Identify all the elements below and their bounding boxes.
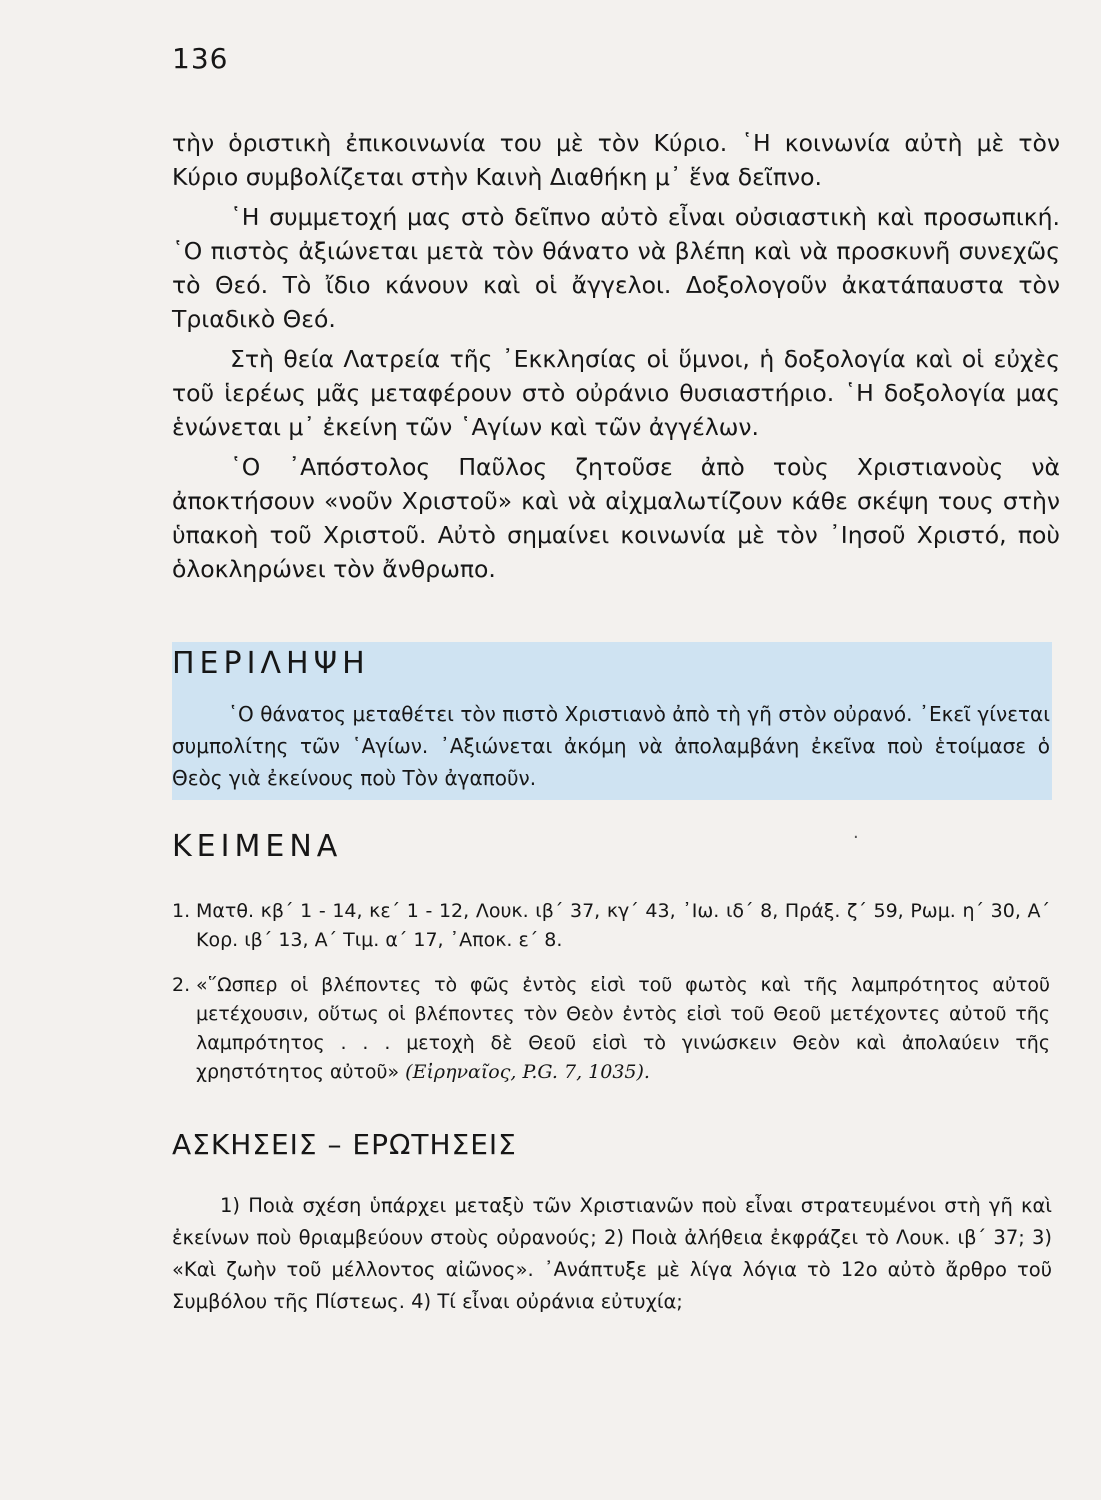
body-paragraph: ῾Ο ᾽Απόστολος Παῦλος ζητοῦσε ἀπὸ τοὺς Χριστιανοὺς νὰ ἀποκτήσουν «νοῦν Χριστοῦ» καὶ νὰ αἰχμαλωτίζουν κάθε σκέψη τους στὴν ὑπακοὴ τοῦ Χριστοῦ. Αὐτὸ σημαίνει κοινωνία μὲ τὸν ᾽Ιησοῦ Χριστό, ποὺ ὁλοκληρώνει τὸν ἄνθρωπο. [172,453,1060,583]
exercises-block [172,1190,1052,1318]
summary-heading: ΠΕΡΙΛΗΨΗ [172,646,370,681]
list-item-text [196,971,1050,1087]
summary-text-block [172,698,1050,794]
texts-list [172,897,1050,1103]
list-item [172,971,1050,1087]
main-text [172,126,1060,592]
page-number: 136 [172,42,229,75]
list-item-number: 2. [172,974,191,996]
stray-mark: · [853,827,859,848]
list-item-number: 1. [172,900,191,922]
body-paragraph: ῾Η συμμετοχή μας στὸ δεῖπνο αὐτὸ εἶναι οὐσιαστικὴ καὶ προσωπική. ῾Ο πιστὸς ἀξιώνεται μετὰ τὸν θάνατο νὰ βλέπη καὶ νὰ προσκυνῆ συνεχῶς τὸ Θεό. Τὸ ἴδιο κάνουν καὶ οἱ ἄγγελοι. Δοξολογοῦν ἀκατάπαυστα τὸν Τριαδικὸ Θεό. [172,203,1060,333]
quotation-source: (Εἰρηναῖος, P.G. 7, 1035). [405,1061,650,1083]
list-item-text [196,897,1050,955]
exercises-heading: ΑΣΚΗΣΕΙΣ – ΕΡΩΤΗΣΕΙΣ [172,1128,517,1161]
exercises-paragraph: 1) Ποιὰ σχέση ὑπάρχει μεταξὺ τῶν Χριστιανῶν ποὺ εἶναι στρατευμένοι στὴ γῆ καὶ ἐκείνων ποὺ θριαμβεύουν στοὺς οὐρανούς; 2) Ποιὰ ἀλήθεια ἐκφράζει τὸ Λουκ. ιβ΄ 37; 3) «Καὶ ζωὴν τοῦ μέλλοντος αἰῶνος». ᾽Ανάπτυξε μὲ λίγα λόγια τὸ 12ο αὐτὸ ἄρθρο τοῦ Συμβόλου τῆς Πίστεως. 4) Τί εἶναι οὐράνια εὐτυχία; [172,1194,1052,1313]
summary-paragraph: ῾Ο θάνατος μεταθέτει τὸν πιστὸ Χριστιανὸ ἀπὸ τὴ γῆ στὸν οὐρανό. ᾽Εκεῖ γίνεται συμπολίτης τῶν ῾Αγίων. ᾽Αξιώνεται ἀκόμη νὰ ἀπολαμβάνη ἐκεῖνα ποὺ ἑτοίμασε ὁ Θεὸς γιὰ ἐκείνους ποὺ Τὸν ἀγαποῦν. [172,702,1050,790]
body-paragraph: Στὴ θεία Λατρεία τῆς ᾽Εκκλησίας οἱ ὕμνοι, ἡ δοξολογία καὶ οἱ εὐχὲς τοῦ ἱερέως μᾶς μεταφέρουν στὸ οὐράνιο θυσιαστήριο. ῾Η δοξολογία μας ἑνώνεται μ᾽ ἐκείνη τῶν ῾Αγίων καὶ τῶν ἀγγέλων. [172,345,1060,441]
quotation: «῞Ωσπερ οἱ βλέποντες τὸ φῶς ἐντὸς εἰσὶ τοῦ φωτὸς καὶ τῆς λαμπρότητος αὐτοῦ μετέχουσιν, οὕτως οἱ βλέποντες τὸν Θεὸν ἐντὸς εἰσὶ τοῦ Θεοῦ μετέχοντες αὐτοῦ τῆς λαμπρότητος . . . μετοχὴ δὲ Θεοῦ εἰσὶ τὸ γινώσκειν Θεὸν καὶ ἀπολαύειν τῆς χρηστότητος αὐτοῦ» [196,974,1050,1083]
body-paragraph: τὴν ὁριστικὴ ἐπικοινωνία του μὲ τὸν Κύριο. ῾Η κοινωνία αὐτὴ μὲ τὸν Κύριο συμβολίζεται στὴν Καινὴ Διαθήκη μ᾽ ἕνα δεῖπνο. [172,129,1060,191]
texts-heading: ΚΕΙΜΕΝΑ [172,829,343,864]
list-item [172,897,1050,955]
scripture-references: Ματθ. κβ΄ 1 - 14, κε΄ 1 - 12, Λουκ. ιβ΄ 37, κγ΄ 43, ᾽Ιω. ιδ΄ 8, Πράξ. ζ΄ 59, Ρωμ. η΄ 30, Α΄ Κορ. ιβ΄ 13, Α΄ Τιμ. α΄ 17, ᾽Αποκ. ε΄ 8. [196,900,1050,951]
